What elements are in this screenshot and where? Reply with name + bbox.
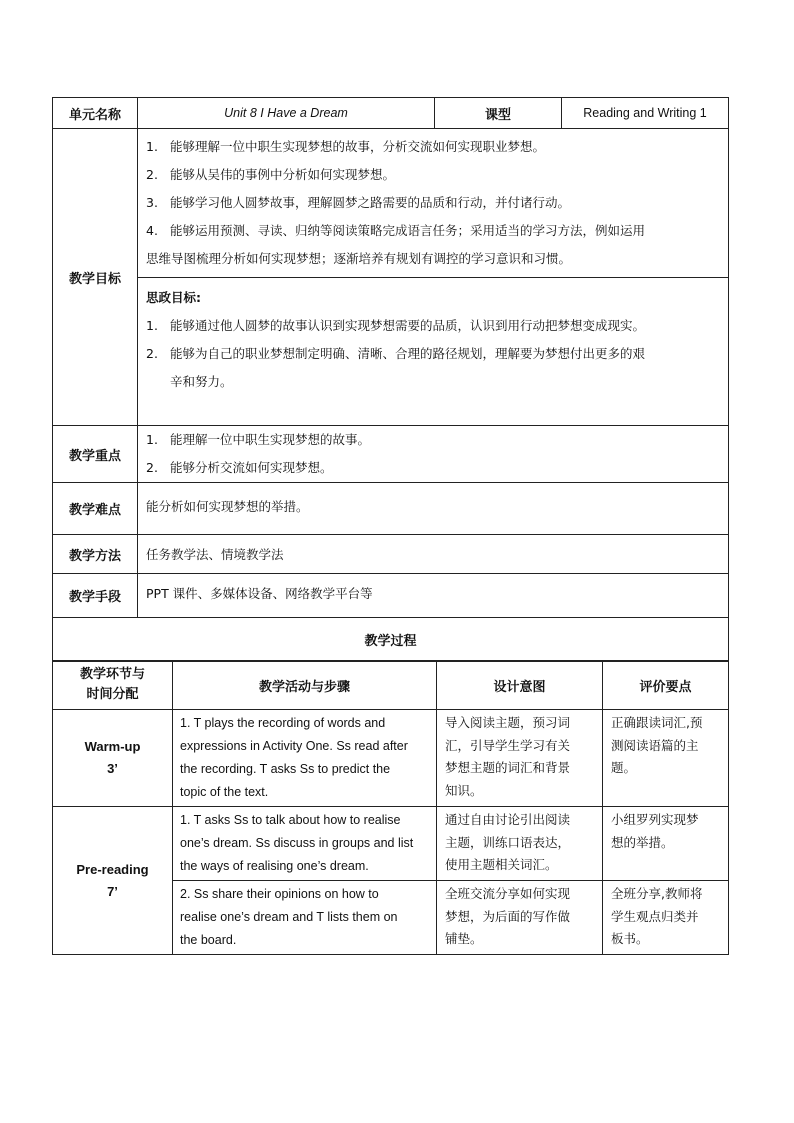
prereading-stage [53, 807, 173, 955]
key-points-label: 教学重点 [53, 426, 138, 483]
header-stage: 教学环节与 时间分配 [53, 661, 173, 710]
means-row [53, 574, 729, 618]
prereading-time: 7’ [107, 883, 118, 899]
warmup-activity: 1. T plays the recording of words and expressions in Activity One. Ss read after the recording. T asks Ss to predict the topic of the text. [173, 710, 437, 807]
header-activity: 教学活动与步骤 [173, 661, 437, 710]
unit-label: 单元名称 [53, 98, 138, 129]
warmup-time: 3’ [107, 761, 118, 776]
process-title: 教学过程 [53, 618, 729, 662]
method-text: 任务教学法、情境教学法 [138, 535, 729, 574]
type-label: 课型 [435, 98, 562, 129]
prereading-activity-1: 1. T asks Ss to talk about how to realise one’s dream. Ss discuss in groups and list the ways of realising one’s dream. [173, 807, 437, 881]
goal-item-4: 4. 能够运用预测、寻读、归纳等阅读策略完成语言任务；采用适当的学习方法，例如运用 [146, 223, 646, 238]
key-points-cell [138, 426, 729, 483]
goal-item-2: 2. 能够从吴伟的事例中分析如何实现梦想。 [146, 167, 396, 182]
process-header-row [53, 661, 729, 710]
goals-row [53, 129, 729, 278]
sizheng-item-2-cont: 辛和努力。 [170, 374, 233, 389]
difficulty-label: 教学难点 [53, 483, 138, 535]
warmup-name: Warm-up [84, 739, 141, 754]
prereading-intent-2: 全班交流分享如何实现 梦想，为后面的写作做 铺垫。 [437, 881, 603, 955]
prereading-name: Pre-reading [76, 861, 149, 877]
warmup-stage [53, 710, 173, 807]
prereading-evaluation-1: 小组罗列实现梦 想的举措。 [603, 807, 729, 881]
warmup-intent: 导入阅读主题，预习词 汇，引导学生学习有关 梦想主题的词汇和背景 知识。 [437, 710, 603, 807]
goals-cell [138, 129, 729, 278]
key-point-2: 2. 能够分析交流如何实现梦想。 [146, 460, 333, 475]
warmup-row [53, 710, 729, 807]
header-intent: 设计意图 [437, 661, 603, 710]
goal-item-4-cont: 思维导图梳理分析如何实现梦想；逐渐培养有规划有调控的学习意识和习惯。 [146, 251, 572, 266]
warmup-evaluation: 正确跟读词汇,预 测阅读语篇的主 题。 [603, 710, 729, 807]
unit-row [53, 98, 729, 129]
difficulty-row [53, 483, 729, 535]
prereading-intent-1: 通过自由讨论引出阅读 主题，训练口语表达， 使用主题相关词汇。 [437, 807, 603, 881]
sizheng-row [53, 278, 729, 426]
prereading-evaluation-2: 全班分享,教师将 学生观点归类并 板书。 [603, 881, 729, 955]
unit-value: Unit 8 I Have a Dream [138, 98, 435, 129]
method-row [53, 535, 729, 574]
means-label: 教学手段 [53, 574, 138, 618]
type-value: Reading and Writing 1 [562, 98, 729, 129]
header-evaluation: 评价要点 [603, 661, 729, 710]
goal-item-3: 3. 能够学习他人圆梦故事，理解圆梦之路需要的品质和行动，并付诸行动。 [146, 195, 571, 210]
process-table [52, 660, 729, 955]
difficulty-text: 能分析如何实现梦想的举措。 [138, 483, 729, 535]
sizheng-cell [138, 278, 729, 426]
method-label: 教学方法 [53, 535, 138, 574]
prereading-row-1 [53, 807, 729, 881]
key-points-row [53, 426, 729, 483]
goals-label: 教学目标 [53, 129, 138, 426]
means-text: PPT 课件、多媒体设备、网络教学平台等 [138, 574, 729, 618]
key-point-1: 1. 能理解一位中职生实现梦想的故事。 [146, 432, 371, 447]
process-title-row [53, 618, 729, 662]
sizheng-item-2: 2. 能够为自己的职业梦想制定明确、清晰、合理的路径规划，理解要为梦想付出更多的艰 [146, 346, 646, 361]
goal-item-1: 1. 能够理解一位中职生实现梦想的故事，分析交流如何实现职业梦想。 [146, 139, 546, 154]
prereading-activity-2: 2. Ss share their opinions on how to realise one’s dream and T lists them on the board. [173, 881, 437, 955]
lesson-info-table [52, 97, 729, 662]
sizheng-item-1: 1. 能够通过他人圆梦的故事认识到实现梦想需要的品质，认识到用行动把梦想变成现实。 [146, 318, 646, 333]
sizheng-title: 思政目标: [146, 290, 201, 305]
